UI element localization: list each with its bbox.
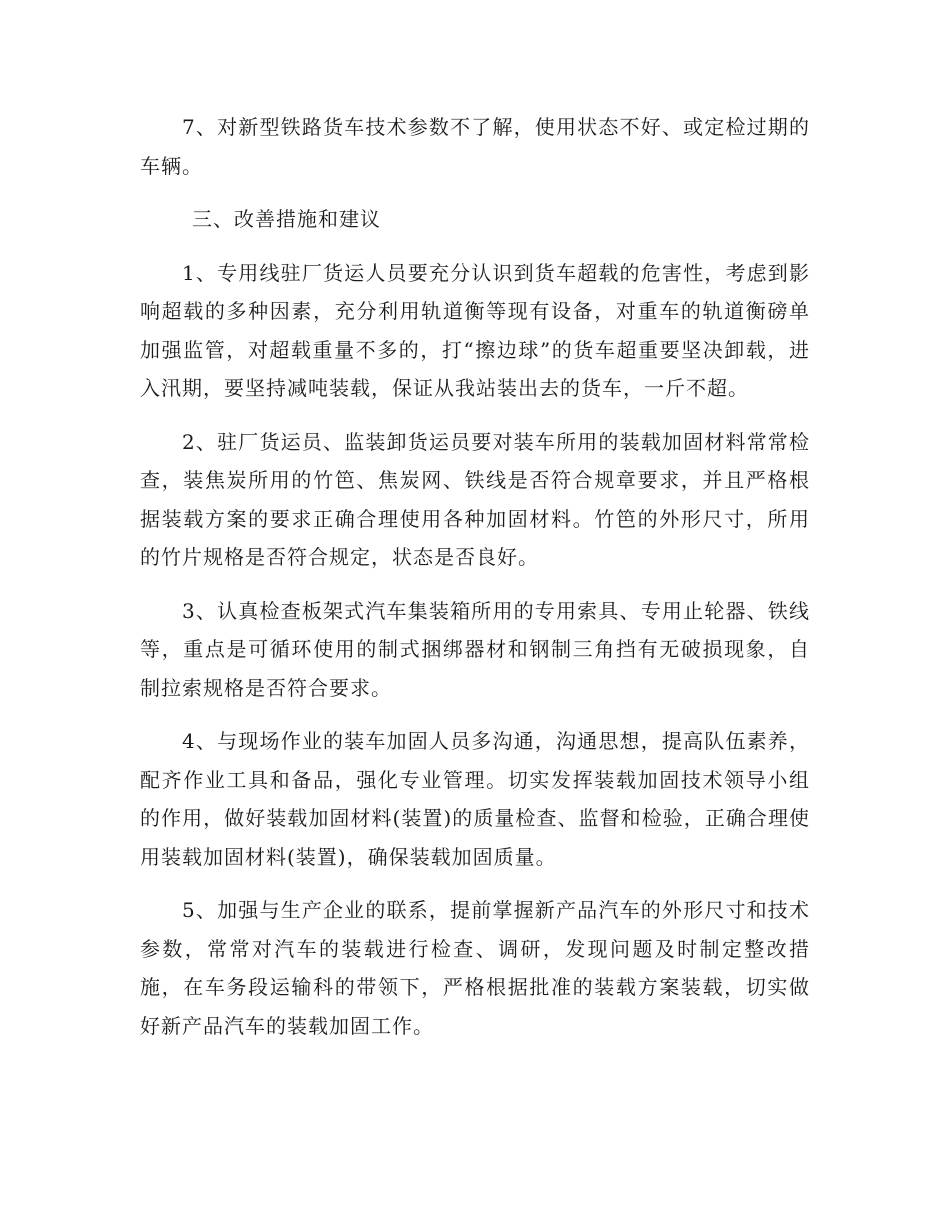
paragraph-item-7: 7、对新型铁路货车技术参数不了解，使用状态不好、或定检过期的车辆。	[140, 115, 810, 178]
paragraph-measure-4: 4、与现场作业的装车加固人员多沟通，沟通思想，提高队伍素养，配齐作业工具和备品，强化专业管理。切实发挥装载加固技术领导小组的作用，做好装载加固材料(装置)的质量检查、监督和检验，正确合理使用装载加固材料(装置)，确保装载加固质量。	[140, 729, 810, 869]
paragraph-measure-1: 1、专用线驻厂货运人员要充分认识到货车超载的危害性，考虑到影响超载的多种因素，充分利用轨道衡等现有设备，对重车的轨道衡磅单加强监管，对超载重量不多的，打“擦边球”的货车超重要坚决卸载，进入汛期，要坚持减吨装载，保证从我站装出去的货车，一斤不超。	[140, 260, 810, 400]
paragraph-measure-3: 3、认真检查板架式汽车集装箱所用的专用索具、专用止轮器、铁线等，重点是可循环使用的制式捆绑器材和钢制三角挡有无破损现象，自制拉索规格是否符合要求。	[140, 598, 810, 700]
section-heading-3: 三、改善措施和建议	[192, 207, 381, 231]
paragraph-measure-5: 5、加强与生产企业的联系，提前掌握新产品汽车的外形尺寸和技术参数，常常对汽车的装载进行检查、调研，发现问题及时制定整改措施，在车务段运输科的带领下，严格根据批准的装载方案装载，切实做好新产品汽车的装载加固工作。	[140, 898, 810, 1038]
paragraph-measure-2: 2、驻厂货运员、监装卸货运员要对装车所用的装载加固材料常常检查，装焦炭所用的竹笆、焦炭网、铁线是否符合规章要求，并且严格根据装载方案的要求正确合理使用各种加固材料。竹笆的外形尺寸，所用的竹片规格是否符合规定，状态是否良好。	[140, 429, 810, 569]
document-body	[140, 108, 810, 1060]
